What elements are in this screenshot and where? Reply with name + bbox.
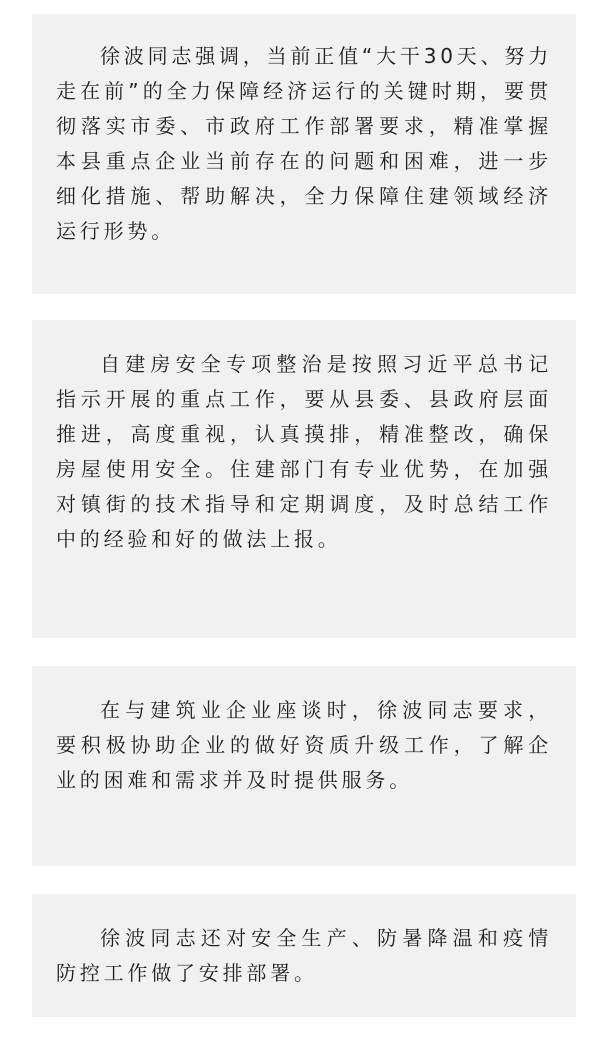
paragraph-text: 在与建筑业企业座谈时，徐波同志要求，要积极协助企业的做好资质升级工作，了解企业的困难和需求并及时提供服务。 xyxy=(56,698,552,792)
paragraph-card xyxy=(32,14,576,294)
paragraph-text: 徐波同志强调，当前正值“大干30天、努力走在前”的全力保障经济运行的关键时期，要贯彻落实市委、市政府工作部署要求，精准掌握本县重点企业当前存在的问题和困难，进一步细化措施、帮助解决，全力保障住建领域经济运行形势。 xyxy=(56,44,552,243)
paragraph-text: 自建房安全专项整治是按照习近平总书记指示开展的重点工作，要从县委、县政府层面推进，高度重视，认真摸排，精准整改，确保房屋使用安全。住建部门有专业优势，在加强对镇街的技术指导和定期调度，及时总结工作中的经验和好的做法上报。 xyxy=(56,352,552,551)
paragraph-text: 徐波同志还对安全生产、防暑降温和疫情防控工作做了安排部署。 xyxy=(56,926,552,985)
paragraph-card xyxy=(32,894,576,1017)
paragraph-card xyxy=(32,666,576,866)
paragraph-card xyxy=(32,320,576,638)
